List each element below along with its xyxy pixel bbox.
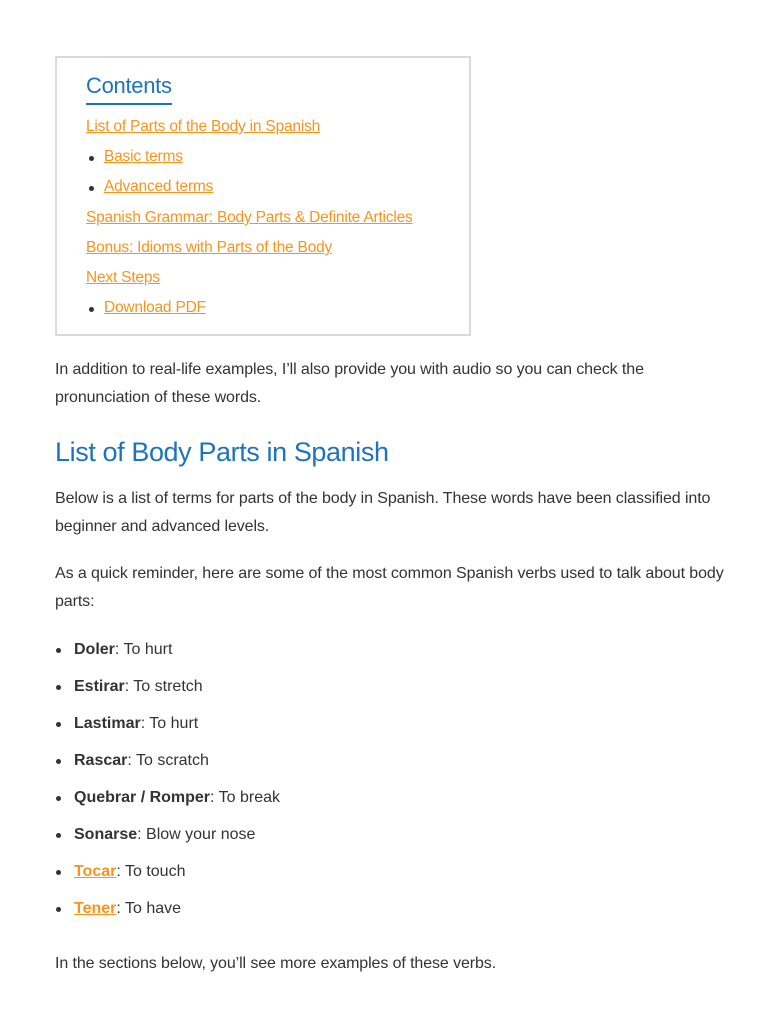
toc-link-grammar[interactable]: Spanish Grammar: Body Parts & Definite Articles [86, 209, 413, 226]
list-description-paragraph: Below is a list of terms for parts of the body in Spanish. These words have been classified into beginner and advanced levels. [55, 490, 711, 535]
bullet-icon [56, 833, 61, 838]
table-of-contents [55, 56, 471, 336]
bullet-icon [56, 722, 61, 727]
verb-meaning: : To stretch [124, 678, 203, 695]
verb-meaning: : To break [210, 789, 280, 806]
verbs-reminder-paragraph: As a quick reminder, here are some of the most common Spanish verbs used to talk about body parts: [55, 565, 724, 610]
toc-link-idioms[interactable]: Bonus: Idioms with Parts of the Body [86, 239, 333, 256]
list-item [55, 673, 280, 710]
bullet-icon [89, 156, 94, 161]
verb-term: Sonarse [74, 826, 138, 843]
verb-term: Rascar [74, 752, 128, 769]
verb-list [55, 636, 280, 932]
verb-term: Doler [74, 641, 115, 658]
list-item [55, 895, 280, 932]
list-item [55, 821, 280, 858]
verb-term: Quebrar / Romper [74, 789, 211, 806]
list-item [55, 784, 280, 821]
verb-meaning: : To have [116, 900, 182, 917]
verb-link-tocar[interactable]: Tocar [74, 863, 117, 880]
bullet-icon [56, 907, 61, 912]
verb-term: Lastimar [74, 715, 141, 732]
list-item [55, 710, 280, 747]
toc-link-list-of-parts[interactable]: List of Parts of the Body in Spanish [86, 118, 321, 135]
list-item [55, 636, 280, 673]
bullet-icon [89, 186, 94, 191]
intro-paragraph: In addition to real-life examples, I’ll also provide you with audio so you can check the pronunciation of these words. [55, 361, 644, 406]
bullet-icon [56, 796, 61, 801]
toc-title: Contents [86, 73, 172, 105]
bullet-icon [56, 648, 61, 653]
verb-meaning: : To hurt [140, 715, 199, 732]
verb-link-tener[interactable]: Tener [74, 900, 117, 917]
bullet-icon [56, 685, 61, 690]
verb-meaning: : To hurt [114, 641, 173, 658]
toc-link-next-steps[interactable]: Next Steps [86, 269, 160, 286]
list-item [55, 858, 280, 895]
verb-meaning: : To touch [116, 863, 186, 880]
toc-link-advanced-terms[interactable]: Advanced terms [104, 178, 214, 195]
toc-link-basic-terms[interactable]: Basic terms [104, 148, 183, 165]
verb-meaning: : Blow your nose [137, 826, 256, 843]
bullet-icon [89, 307, 94, 312]
bullet-icon [56, 759, 61, 764]
list-item [55, 747, 280, 784]
verb-meaning: : To scratch [127, 752, 209, 769]
closing-paragraph: In the sections below, you’ll see more examples of these verbs. [55, 955, 497, 972]
bullet-icon [56, 870, 61, 875]
toc-link-download-pdf[interactable]: Download PDF [104, 299, 206, 316]
section-heading: List of Body Parts in Spanish [55, 437, 389, 467]
verb-term: Estirar [74, 678, 125, 695]
